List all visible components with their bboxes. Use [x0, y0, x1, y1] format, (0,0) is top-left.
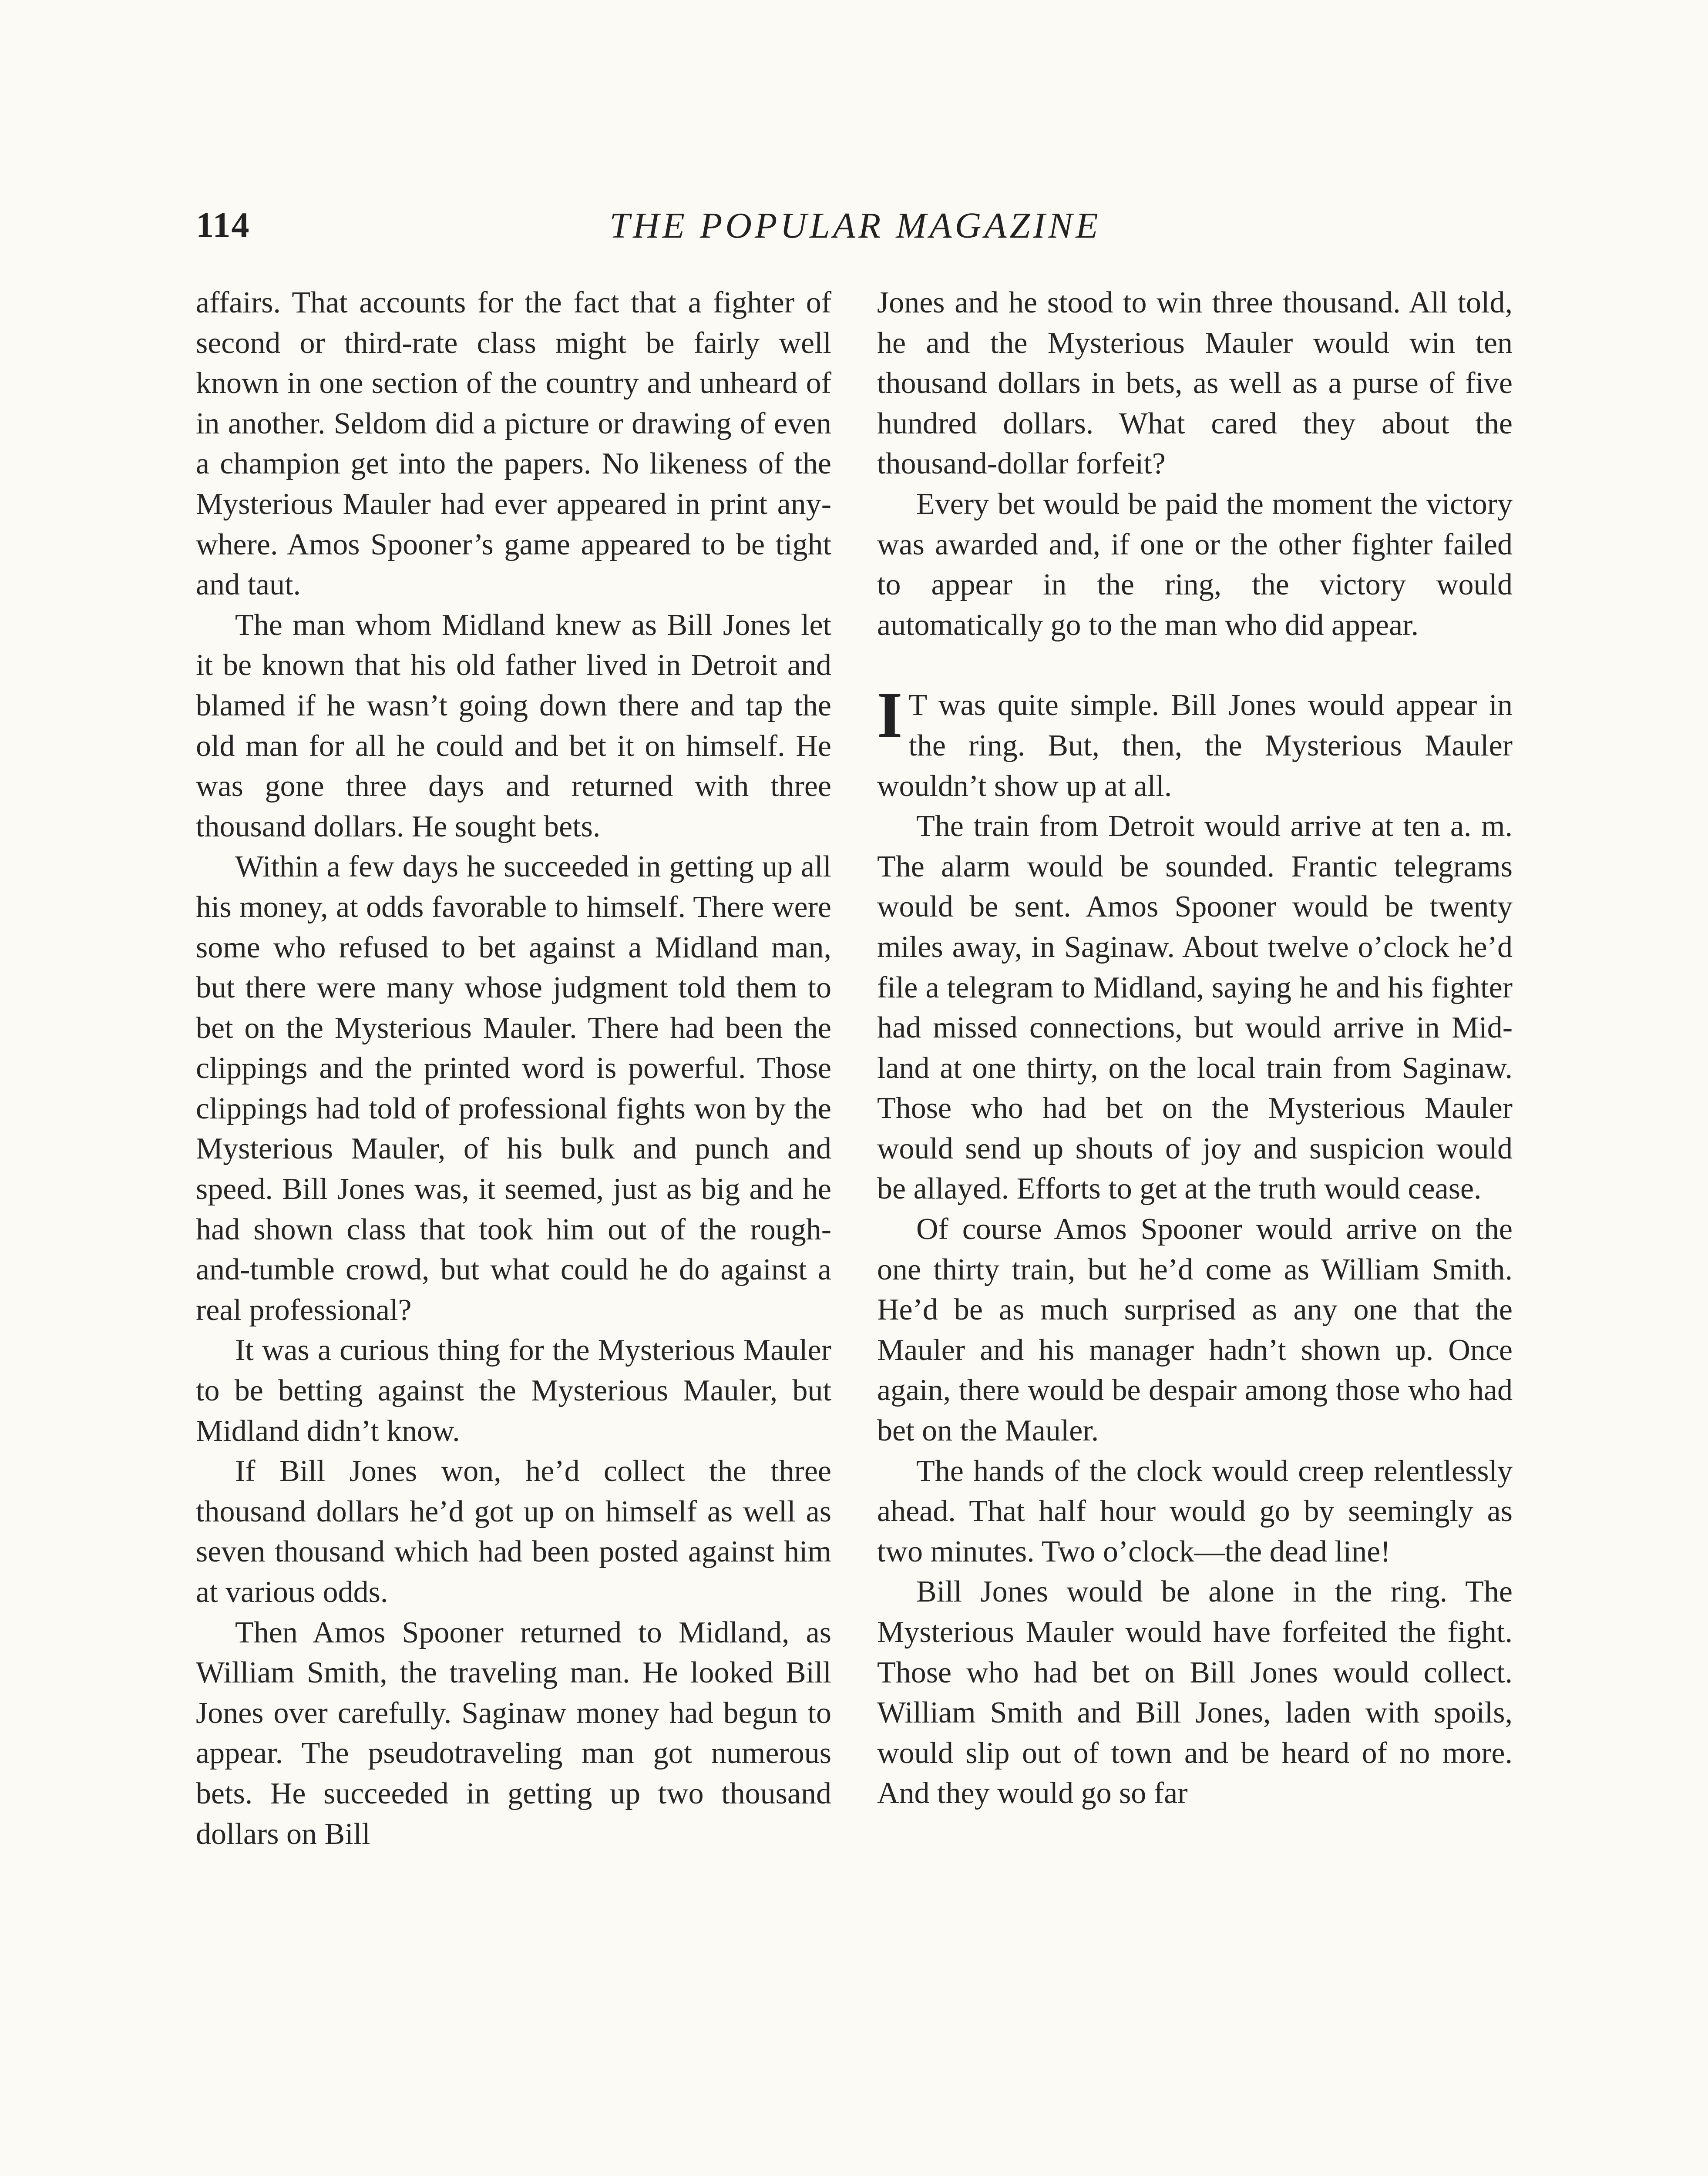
- page-number: 114: [196, 205, 250, 245]
- paragraph-with-dropcap: [877, 679, 1513, 806]
- paragraph: If Bill Jones won, he’d collect the three thousand dollars he’d got up on himself as well as seven thousand which had been posted against him at various odds.: [196, 1454, 831, 1609]
- paragraph: affairs. That accounts for the fact that a fighter of second or third-rate class might be fairly well known in one section of the country and unheard of in another. Seldom did a picture or drawing of even a champion get into the papers. No likeness of the Mysterious Mauler had ever appeared in print anywhere. Amos Spooner’s game appeared to be tight and taut.: [196, 286, 831, 602]
- right-column: [877, 283, 1513, 1814]
- drop-cap: I: [877, 679, 903, 752]
- paragraph: Of course Amos Spooner would arrive on the one thirty train, but he’d come as William Smith. He’d be as much surprised as any one that the Mauler and his manager hadn’t shown up. Once again, there would be despair among those who had bet on the Mauler.: [877, 1212, 1513, 1448]
- section-break: [877, 645, 1513, 685]
- paragraph: It was a curious thing for the Mysterious Mauler to be betting against the Mysterious Mauler, but Midland didn’t know.: [196, 1333, 831, 1448]
- paragraph: Jones and he stood to win three thousand. All told, he and the Mysterious Mauler would win ten thousand dollars in bets, as well as a purse of five hundred dollars. What cared they about the thousand-dollar forfeit?: [877, 286, 1513, 481]
- paragraph: The train from Detroit would arrive at ten a. m. The alarm would be sounded. Frantic telegrams would be sent. Amos Spooner would be twenty miles away, in Saginaw. About twelve o’clock he’d file a telegram to Midland, saying he and his fighter had missed connections, but would arrive in Midland at one thirty, on the local train from Saginaw. Those who had bet on the Mysterious Mauler would send up shouts of joy and suspicion would be allayed. Efforts to get at the truth would cease.: [877, 809, 1513, 1206]
- paragraph: The hands of the clock would creep relentlessly ahead. That half hour would go by seemingly as two minutes. Two o’clock—the dead line!: [877, 1454, 1513, 1568]
- paragraph: Then Amos Spooner returned to Midland, as William Smith, the traveling man. He looked Bill Jones over carefully. Saginaw money had begun to appear. The pseudotraveling man got numerous bets. He succeeded in getting up two thousand dollars on Bill: [196, 1615, 831, 1851]
- running-head: THE POPULAR MAGAZINE: [609, 205, 1101, 246]
- left-column: [196, 283, 831, 1854]
- paragraph: Within a few days he succeeded in getting up all his money, at odds favorable to himself. There were some who refused to bet against a Midland man, but there were many whose judgment told them to bet on the Mysterious Mauler. There had been the clippings and the printed word is powerful. Those clippings had told of professional fights won by the Mysterious Mauler, of his bulk and punch and speed. Bill Jones was, it seemed, just as big and he had shown class that took him out of the rough-and-tumble crowd, but what could he do against a real professional?: [196, 850, 831, 1327]
- paragraph-text: T was quite simple. Bill Jones would appear in the ring. But, then, the Mysterious Mauler wouldn’t show up at all.: [877, 688, 1513, 803]
- paragraph: Every bet would be paid the moment the victory was awarded and, if one or the other fighter failed to appear in the ring, the victory would automatically go to the man who did appear.: [877, 487, 1513, 642]
- paragraph: Bill Jones would be alone in the ring. The Mysterious Mauler would have forfeited the fight. Those who had bet on Bill Jones would collect. William Smith and Bill Jones, laden with spoils, would slip out of town and be heard of no more. And they would go so far: [877, 1575, 1513, 1810]
- page-header: [196, 205, 1515, 261]
- paragraph: The man whom Midland knew as Bill Jones let it be known that his old father lived in Detroit and blamed if he wasn’t going down there and tap the old man for all he could and bet it on himself. He was gone three days and returned with three thousand dollars. He sought bets.: [196, 608, 831, 843]
